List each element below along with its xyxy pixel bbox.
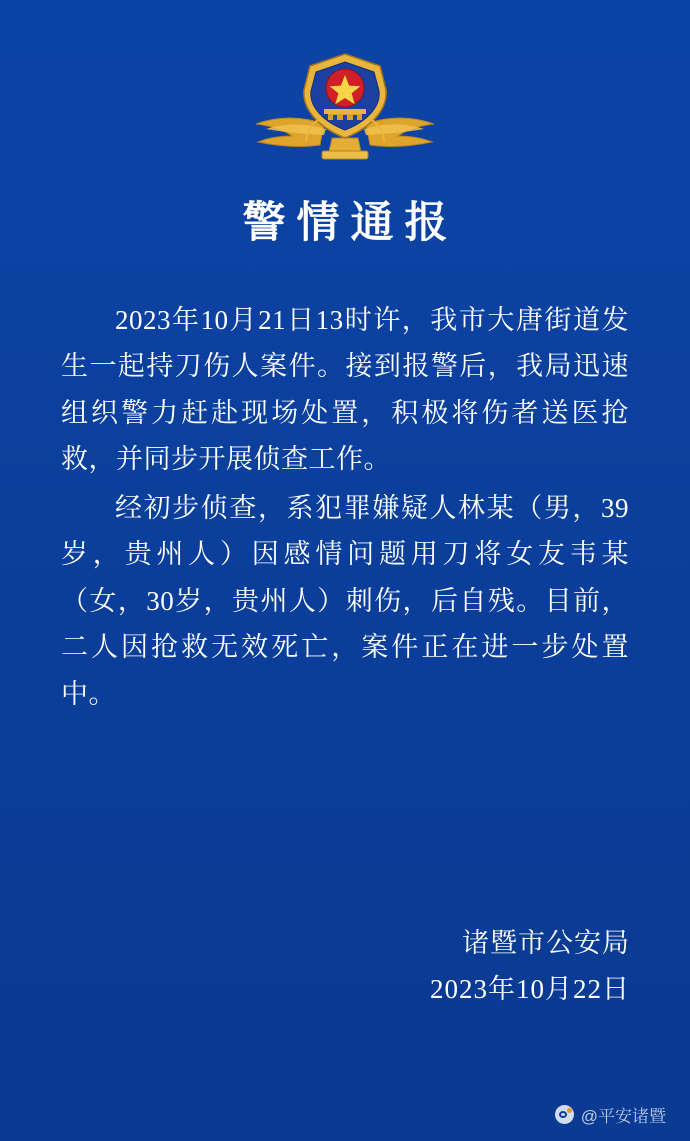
watermark — [555, 1102, 666, 1127]
watermark-label: @平安诸暨 — [580, 1107, 666, 1126]
paragraph-2: 经初步侦查，系犯罪嫌疑人林某（男，39岁，贵州人）因感情问题用刀将女友韦某（女，30岁，贵州人）刺伤，后自残。目前，二人因抢救无效死亡，案件正在进一步处置中。 — [61, 492, 629, 709]
issuing-organization: 诸暨市公安局 — [462, 928, 630, 959]
paragraph-1: 2023年10月21日13时许，我市大唐街道发生一起持刀伤人案件。接到报警后，我局迅速组织警力赶赴现场处置，积极将伤者送医抢救，并同步开展侦查工作。 — [61, 305, 629, 475]
page-title: 警情通报 — [242, 200, 459, 247]
signature-block — [330, 921, 630, 1013]
china-police-badge-icon — [240, 46, 450, 164]
issue-date: 2023年10月22日 — [430, 974, 630, 1005]
announcement-body — [61, 297, 629, 719]
weibo-icon — [555, 1105, 574, 1124]
